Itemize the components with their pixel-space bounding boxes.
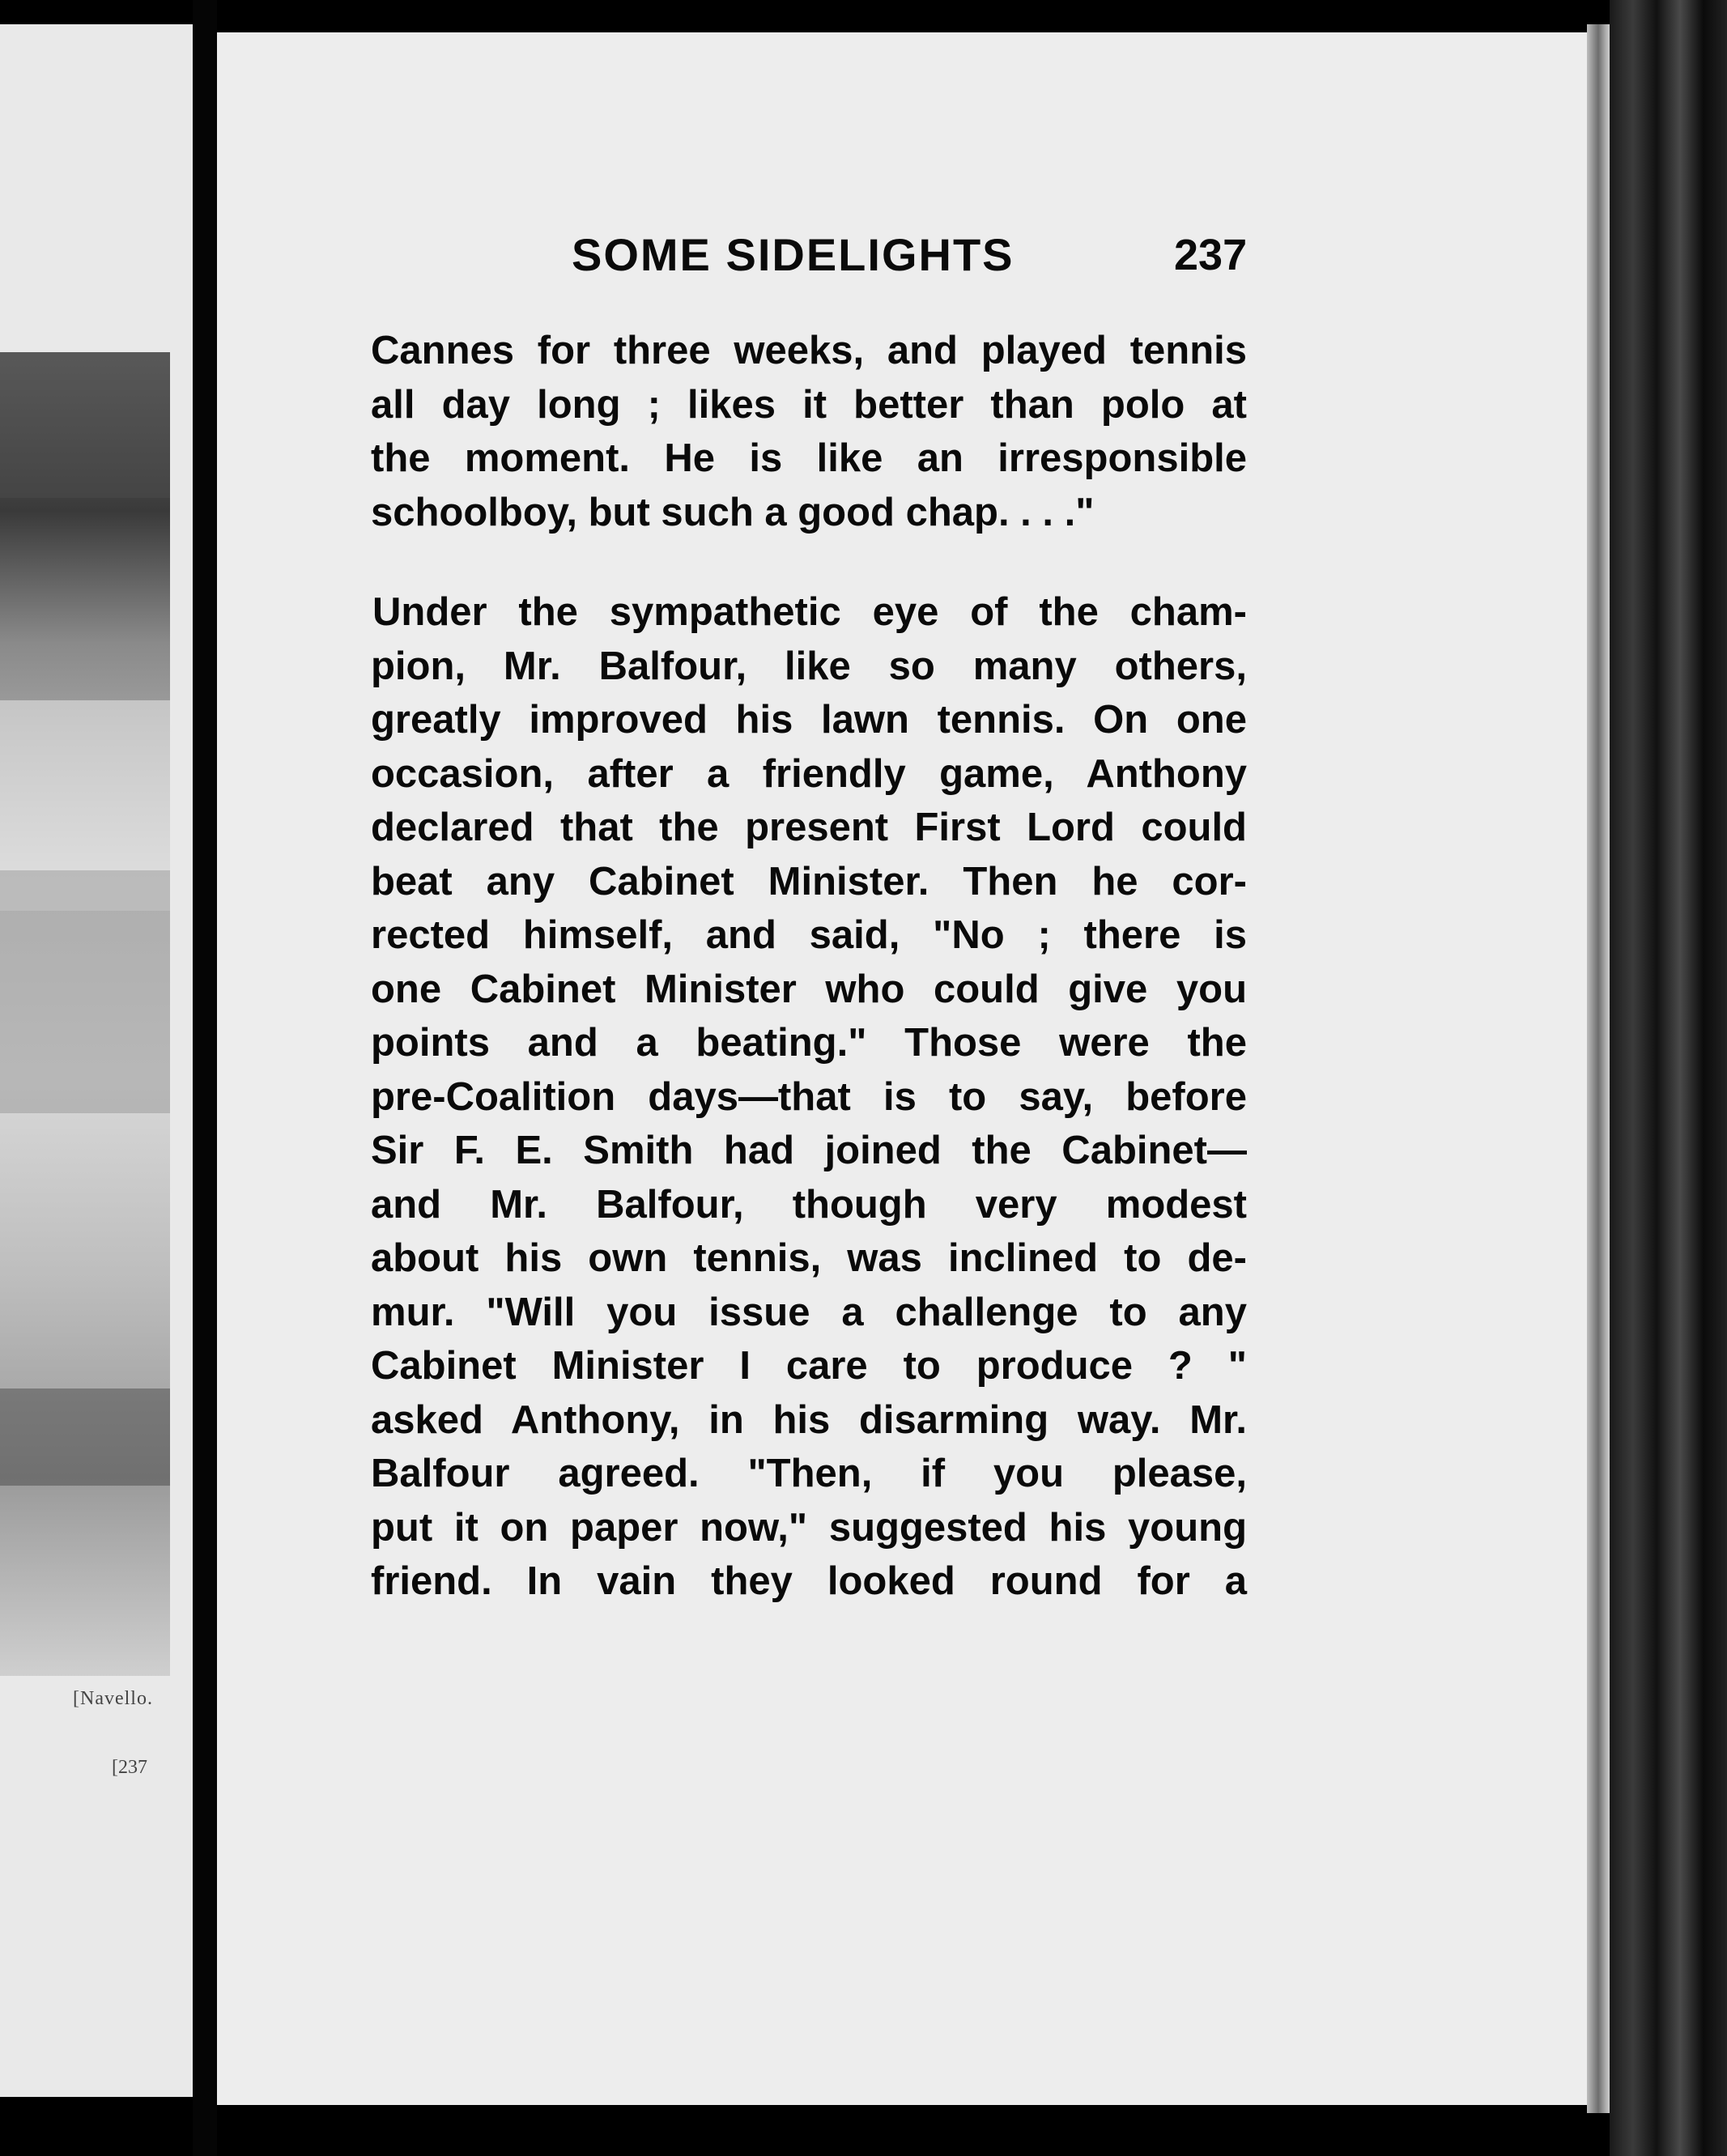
book-cover-edge [1610, 0, 1727, 2156]
text-line: Under the sympathetic eye of the cham- [372, 590, 1247, 634]
text-line: about his own tennis, was inclined to de- [371, 1236, 1247, 1280]
paragraph [371, 585, 1247, 1609]
text-line: and Mr. Balfour, though very modest [371, 1182, 1247, 1227]
plate-number: [237 [112, 1757, 147, 1778]
left-facing-page [0, 24, 193, 2097]
text-line: asked Anthony, in his disarming way. Mr. [371, 1397, 1247, 1442]
book-gutter [193, 0, 217, 2156]
text-line: rected himself, and said, "No ; there is [371, 913, 1247, 957]
text-line: declared that the present First Lord could [371, 806, 1247, 849]
text-line: schoolboy, but such a good chap. . . ." [371, 490, 1095, 534]
text-line: beat any Cabinet Minister. Then he cor- [371, 859, 1247, 904]
running-head: SOME SIDELIGHTS [572, 229, 1015, 280]
text-line: one Cabinet Minister who could give you [371, 967, 1247, 1011]
text-line: Cabinet Minister I care to produce ? " [371, 1344, 1247, 1388]
text-line: mur. "Will you issue a challenge to any [371, 1290, 1247, 1334]
page-edge [1587, 24, 1610, 2113]
plate-caption: [Navello. [73, 1688, 153, 1709]
text-line: pre-Coalition days—that is to say, before [371, 1074, 1247, 1119]
paragraph [371, 324, 1247, 539]
text-line: Sir F. E. Smith had joined the Cabinet— [371, 1129, 1247, 1172]
text-line: Cannes for three weeks, and played tennis [371, 329, 1247, 372]
text-line: points and a beating." Those were the [371, 1021, 1247, 1065]
plate-photograph [0, 352, 170, 1676]
text-line: friend. In vain they looked round for a [371, 1559, 1247, 1603]
paragraph-gap [371, 539, 1247, 585]
text-line: greatly improved his lawn tennis. On one [371, 698, 1247, 742]
text-line: occasion, after a friendly game, Anthony [371, 751, 1247, 796]
text-line: pion, Mr. Balfour, like so many others, [371, 644, 1247, 688]
body-text [371, 324, 1247, 1609]
text-line: put it on paper now," suggested his young [371, 1505, 1247, 1550]
page-number: 237 [1174, 231, 1248, 279]
text-line: all day long ; likes it better than polo at [371, 382, 1247, 427]
text-line: the moment. He is like an irresponsible [371, 436, 1247, 480]
text-line: Balfour agreed. "Then, if you please, [371, 1452, 1247, 1495]
